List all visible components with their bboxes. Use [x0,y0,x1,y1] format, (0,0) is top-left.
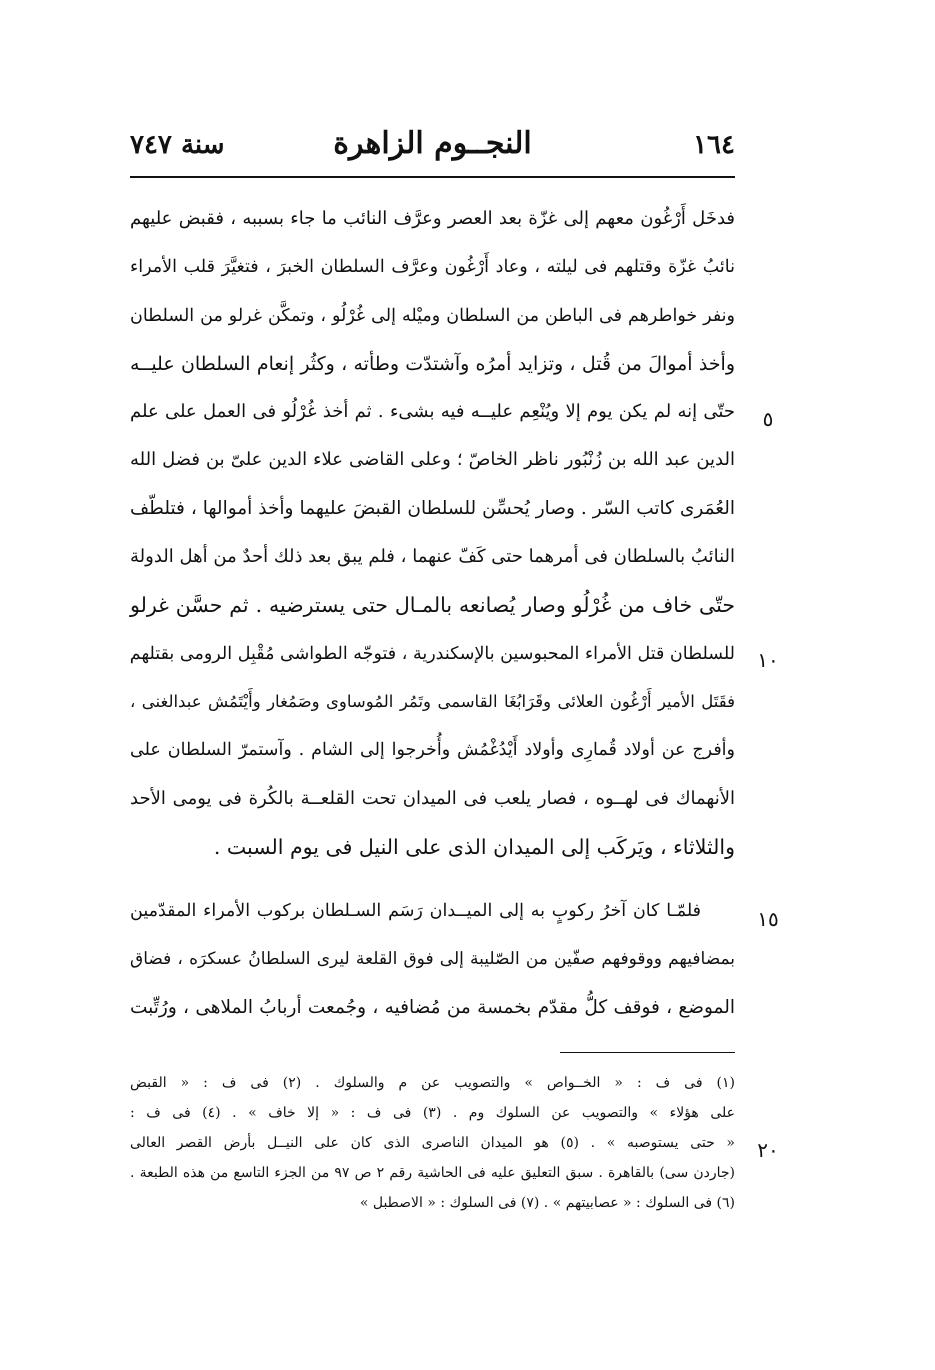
line-number-15: ١٥ [757,907,779,931]
main-text [130,195,735,1032]
text-line: حتّى إنه لم يكن يوم إلا ويُنْعِم عليــه فيه بشىء . ثم أخذ غُرْلُو فى العمل على علم [130,401,735,423]
line-number-5: ٥ [762,407,774,431]
text-line: وأخذ أموالَ من قُتل ، وتزايد أمرُه وآشتدّت وطأته ، وكثُر إنعام السلطان عليــه [130,352,735,375]
header-rule [130,176,735,178]
text-line: للسلطان قتل الأمراء المحبوسين بالإسكندرية ، فتوجّه الطواشى مُقْبِل الرومى بقتلهم [129,643,735,664]
footnote-rule [560,1052,735,1053]
text-line: فدخَل أَرْغُون معهم إلى غزّة بعد العصر وعرَّف النائب ما جاء بسببه ، فقبض عليهم [130,208,735,229]
running-title: النجــوم الزاهرة [333,126,532,161]
footnote-line: « حتى يستوصبه » . (٥) هو الميدان الناصرى الذى كان على النيــل بأرض القصر العالى [130,1135,735,1151]
text-line: بمضافيهم ووقوفهم صفّين من الصّليبة إلى فوق القلعة ليرى السلطانُ عسكرَه ، فضاق [130,949,735,970]
text-line: نائبُ غزّة وقتلهم فى ليلته ، وعاد أَرْغُون وعرَّف السلطان الخبرَ ، فتغيَّرَ قلب الأمراء [130,257,735,278]
text-line: فلمّـا كان آخرُ ركوبٍ به إلى الميــدان رَسَم السـلطان بركوب الأمراء المقدّمين [130,901,701,922]
page-number: ١٦٤ [693,130,735,160]
footnote-line: (جاردن سى) بالقاهرة . سبق التعليق عليه فى الحاشية رقم ٢ ص ٩٧ من الجزء التاسع من هذه الطبعة . [130,1165,736,1181]
footnotes [130,1068,735,1218]
footnote-line: على هؤلاء » والتصويب عن السلوك وم . (٣) فى ف : « إلا خاف » . (٤) فى ف : [130,1105,735,1121]
text-line: حتّى خاف من غُرْلُو وصار يُصانعه بالمـال حتى يسترضيه . ثم حسَّن غرلو [130,593,735,618]
year-label: سنة ٧٤٧ [130,130,225,160]
line-number-10: ١٠ [757,648,779,672]
footnote-line: (١) فى ف : « الخــواص » والتصويب عن م والسلوك . (٢) فى ف : « القبض [130,1075,735,1091]
text-line: الأنهماك فى لهــوه ، فصار يلعب فى الميدان تحت القلعــة بالكُرة فى يومى الأحد [130,787,736,809]
line-number-20: ٢٠ [757,1138,779,1162]
text-line: فقَتَل الأمير أَرْغُون العلائى وقَرَابُغَا القاسمى وتَمُر المُوساوى وصَمُغار وأَيْتَمُش عبدالغنى ، [130,691,735,711]
text-line: والثلاثاء ، ويَركَب إلى الميدان الذى على النيل فى يوم السبت . [213,834,735,859]
text-line: الموضع ، فوقف كلُّ مقدّم بخمسة من مُضافيه ، وجُمعت أربابُ الملاهى ، ورُتِّبت [130,996,735,1018]
text-line: الدين عبد الله بن زُنْبُور ناظر الخاصّ ؛ وعلى القاضى علاء الدين علىّ بن فضل الله [130,449,735,471]
text-line: وأفرج عن أولاد قُمارِى وأولاد أَيْدُغْمُش وأُخرجوا إلى الشام . وآستمرّ السلطان على [130,740,735,761]
page-header [130,120,735,172]
text-line: ونفر خواطرهم فى الباطن من السلطان وميْله إلى غُرْلُو ، وتمكَّن غرلو من السلطان [130,305,735,326]
text-line: النائبُ بالسلطان فى أمرهما حتى كَفّ عنهما ، فلم يبق بعد ذلك أحدٌ من أهل الدولة [130,546,735,568]
text-line: العُمَرى كاتب السّر . وصار يُحسِّن للسلطان القبضَ عليهما وأخذ أموالها ، فتلطّف [130,497,735,519]
footnote-line: (٦) فى السلوك : « عصابيتهم » . (٧) فى السلوك : « الاصطبل » [359,1195,735,1211]
